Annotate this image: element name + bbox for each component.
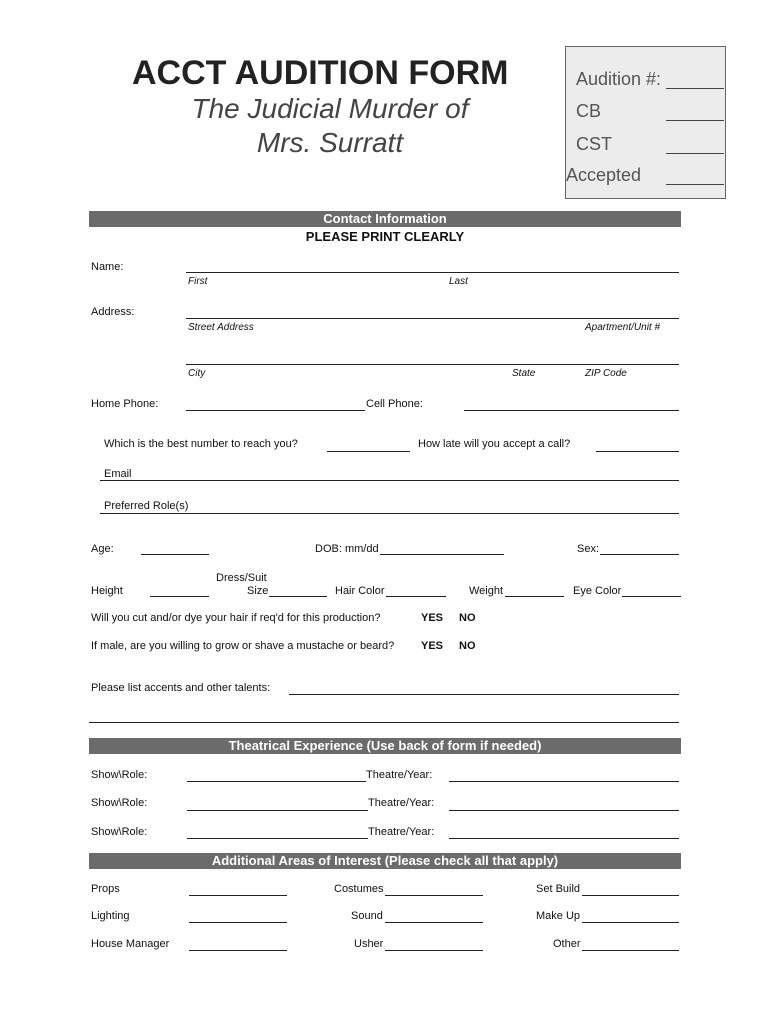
- city-caption: City: [188, 368, 206, 379]
- other-label: Other: [553, 938, 581, 950]
- beard-no-option[interactable]: NO: [459, 640, 476, 652]
- address-label: Address:: [91, 306, 135, 318]
- best-number-field[interactable]: [327, 451, 410, 452]
- cell-phone-label: Cell Phone:: [366, 398, 423, 410]
- accents-label: Please list accents and other talents:: [91, 682, 271, 694]
- cb-label: CB: [576, 101, 602, 121]
- beard-yes-option[interactable]: YES: [421, 640, 444, 652]
- house-manager-field[interactable]: [189, 950, 287, 951]
- theatre-year-label-2: Theatre/Year:: [368, 797, 435, 809]
- accents-field-2[interactable]: [89, 722, 679, 723]
- show-role-label-3: Show\Role:: [91, 826, 148, 838]
- how-late-label: How late will you accept a call?: [418, 438, 571, 450]
- size-label: Size: [247, 585, 269, 597]
- accepted-field[interactable]: [666, 184, 724, 185]
- weight-label: Weight: [469, 585, 504, 597]
- sex-field[interactable]: [600, 554, 679, 555]
- zip-caption: ZIP Code: [585, 368, 627, 379]
- make-up-field[interactable]: [582, 922, 679, 923]
- dob-field[interactable]: [380, 554, 504, 555]
- experience-section-header: Theatrical Experience (Use back of form if needed): [89, 738, 681, 754]
- height-field[interactable]: [150, 596, 209, 597]
- cb-field[interactable]: [666, 120, 724, 121]
- hair-no-option[interactable]: NO: [459, 612, 476, 624]
- dress-suit-label: Dress/Suit: [216, 572, 267, 584]
- hair-yes-option[interactable]: YES: [421, 612, 444, 624]
- age-field[interactable]: [141, 554, 209, 555]
- production-title-line2: Mrs. Surratt: [256, 127, 404, 158]
- email-label: Email: [104, 468, 132, 480]
- apartment-caption: Apartment/Unit #: [585, 322, 661, 333]
- audition-number-label: Audition #:: [576, 69, 662, 89]
- preferred-role-label: Preferred Role(s): [104, 500, 189, 512]
- sound-label: Sound: [351, 910, 383, 922]
- costumes-field[interactable]: [385, 895, 483, 896]
- name-field[interactable]: [186, 272, 679, 273]
- how-late-field[interactable]: [596, 451, 679, 452]
- first-name-caption: First: [188, 276, 208, 287]
- office-use-box: [565, 46, 726, 199]
- theatre-year-label-3: Theatre/Year:: [368, 826, 435, 838]
- weight-field[interactable]: [505, 596, 564, 597]
- state-caption: State: [512, 368, 536, 379]
- show-role-field-2[interactable]: [187, 810, 368, 811]
- eye-color-field[interactable]: [622, 596, 681, 597]
- set-build-label: Set Build: [536, 883, 581, 895]
- email-field[interactable]: [100, 480, 679, 481]
- house-manager-label: House Manager: [91, 938, 170, 950]
- lighting-field[interactable]: [189, 922, 287, 923]
- theatre-year-field-2[interactable]: [449, 810, 679, 811]
- accents-field-1[interactable]: [289, 694, 679, 695]
- set-build-field[interactable]: [582, 895, 679, 896]
- props-field[interactable]: [189, 895, 287, 896]
- show-role-field-1[interactable]: [187, 781, 366, 782]
- interest-section-header: Additional Areas of Interest (Please check all that apply): [89, 853, 681, 869]
- cell-phone-field[interactable]: [464, 410, 679, 411]
- last-name-caption: Last: [449, 276, 468, 287]
- preferred-role-field[interactable]: [100, 513, 679, 514]
- hair-color-field[interactable]: [386, 596, 446, 597]
- cst-label: CST: [576, 134, 612, 154]
- show-role-label-1: Show\Role:: [91, 769, 148, 781]
- theatre-year-label-1: Theatre/Year:: [366, 769, 433, 781]
- costumes-label: Costumes: [334, 883, 384, 895]
- city-state-zip-field[interactable]: [186, 364, 679, 365]
- beard-question: If male, are you willing to grow or shave a mustache or beard?: [91, 640, 395, 652]
- show-role-field-3[interactable]: [187, 838, 368, 839]
- street-address-field[interactable]: [186, 318, 679, 319]
- cst-field[interactable]: [666, 153, 724, 154]
- usher-label: Usher: [354, 938, 384, 950]
- dob-label: DOB: mm/dd: [315, 543, 379, 555]
- theatre-year-field-1[interactable]: [449, 781, 679, 782]
- show-role-label-2: Show\Role:: [91, 797, 148, 809]
- sound-field[interactable]: [385, 922, 483, 923]
- name-label: Name:: [91, 261, 124, 273]
- props-label: Props: [91, 883, 120, 895]
- best-number-label: Which is the best number to reach you?: [104, 438, 298, 450]
- other-field[interactable]: [582, 950, 679, 951]
- audition-number-field[interactable]: [666, 88, 724, 89]
- production-title-line1: The Judicial Murder of: [191, 93, 469, 124]
- lighting-label: Lighting: [91, 910, 130, 922]
- street-address-caption: Street Address: [188, 322, 254, 333]
- contact-section-header: Contact Information: [89, 211, 681, 227]
- hair-color-label: Hair Color: [335, 585, 385, 597]
- make-up-label: Make Up: [536, 910, 581, 922]
- accepted-label: Accepted: [566, 165, 642, 185]
- hair-question: Will you cut and/or dye your hair if req'd for this production?: [91, 612, 381, 624]
- age-label: Age:: [91, 543, 114, 555]
- print-clearly-instruction: PLEASE PRINT CLEARLY: [305, 229, 465, 244]
- eye-color-label: Eye Color: [573, 585, 622, 597]
- theatre-year-field-3[interactable]: [449, 838, 679, 839]
- home-phone-field[interactable]: [186, 410, 365, 411]
- form-title: ACCT AUDITION FORM: [132, 54, 509, 92]
- home-phone-label: Home Phone:: [91, 398, 159, 410]
- usher-field[interactable]: [385, 950, 483, 951]
- sex-label: Sex:: [577, 543, 600, 555]
- height-label: Height: [91, 585, 123, 597]
- size-field[interactable]: [269, 596, 327, 597]
